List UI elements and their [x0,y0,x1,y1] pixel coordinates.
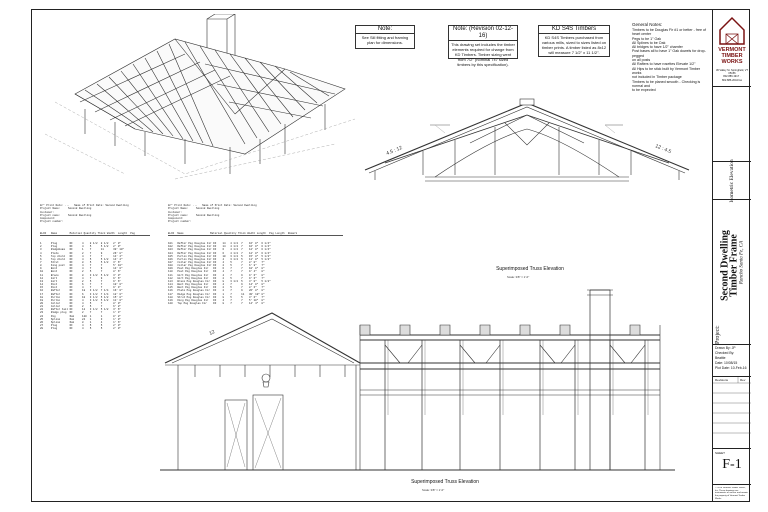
truss-elevation-caption: Superimposed Truss Elevation [496,266,564,272]
cut-list-table-left [40,198,150,334]
table-row: 12 Girt DF 4 7 9 9' 6" [40,276,121,280]
barn-logo-icon [713,12,751,52]
table-header: W/* Print Date: ... Name of Print Date: Second Dwelling Project Name: Second Dwelling Customer: Project name: Second Dwelling Component: Project number: [40,204,129,224]
lower-elevation-drawing [160,285,680,475]
drawn-by: Drawn By: JP [715,346,736,350]
lower-elevation-scale: Scale: 3/8" = 1'-0" [422,488,445,492]
table-row: 19 Purlin DF 4 3 1/2 5 1/2 11' 0" [40,298,123,302]
table-row: 107 Collar Peg Douglas Fir DF 4 5 7 8' 0" 7" [168,260,265,264]
table-row: 23 Ridge plug DF 2 7 7 1' 4" [40,311,121,315]
table-row: 27 Plug DF 4 5 5 2' 0" [40,324,121,328]
project-cell [713,200,751,345]
table-row: 116 Plate Peg Douglas Fir DF 2 7 9 26' 8" 8" [168,289,265,293]
table-row: 7 Strut DF 8 5 5 1/2 3' 6" [40,260,121,264]
table-body [40,242,150,330]
project-name-line2: Timber Frame [728,234,740,297]
table-row: 110 Post Peg Douglas Fir DF 4 7 7 9' 4" 8" [168,270,265,274]
revisions-header: Revisions [715,378,729,382]
table-row: 117 Ridge Peg Douglas Fir DF 1 7 11 30' 10" 8" [168,292,265,296]
general-note-line: All bridges to have 1/2" chamfer [632,45,683,50]
general-note-line: Pegs to be 1" Oak [632,36,662,41]
drawing-info-cell [713,345,751,377]
copyright-footer: © 2016 Vermont Timber Works, Inc. These drawings are instruments of service and remain the property of Vermont Timber Works. [715,487,748,500]
view-label-cell [713,159,751,203]
revisions-rev-col: Rev [740,378,746,382]
table-row: 15 Post DF 4 7 7 9' 4" [40,286,121,290]
table-row: 113 Brace Peg Douglas Fir DF 8 3 1/2 5 3' 0" 5 1/2" [168,279,271,283]
table-row: 22 Rafter tail DF 12 3 1/2 5 1/2 3' 6" [40,308,121,312]
view-label: Isometric Elevation [729,159,735,203]
table-row: 112 Girt Peg Douglas Fir DF 2 5 7 9' 6" 7" [168,276,265,280]
checked-by: Checked By: [715,351,735,355]
table-row: 20 Collar DF 4 5 7 8' 0" [40,302,121,305]
table-row: 103 Rafter Peg Douglas Fir DF 6 4 1/2 7 12' 0" 6 1/4" [168,248,271,252]
general-note-line: Timbers to be planed smooth - Checking is normal and [632,79,701,88]
table-row: 120 Top Peg Douglas Fir DF 8 7 7 14' 4" 8" [168,302,265,305]
plot-date: Plot Date: 10-Feb-16 [715,366,747,370]
project-prefix: Project: [715,325,721,344]
company-logo-cell [713,9,751,87]
table-row: 11 Brace DF 8 3 1/2 5 1/2 3' 0" [40,273,121,277]
table-row: 1 Plug DF 4 8 1/2 8 1/2 2' 0" [40,242,121,246]
table-row: 8 King post DF 4 7 7 5' 10" [40,264,123,268]
table-row: 10 Bent DF 2 5 7 8' 6" [40,270,121,274]
note-title: Note: [356,26,414,34]
note-box-2 [448,25,518,67]
table-row: 115 Bent Peg Douglas Fir DF 2 5 7 8' 6" 7" [168,286,265,290]
general-note-line: All Splines to be Oak [632,40,666,45]
sheet-number: F-1 [722,457,742,472]
table-header: W/* Print Date: ... Name of Print Date: Second Dwelling Project Name: Second Dwelling Customer: Project name: Second Dwelling Component: Project number: [168,204,257,224]
project-name-line1: Second Dwelling [719,230,731,301]
project-location: Rancho Santa Fe, CA [739,240,745,285]
general-notes [632,22,708,92]
pitch-label-left: 4.5 : 12 [385,145,404,157]
general-note-line: not included in Timber package [632,75,682,80]
table-row: 6 Top chord DF 4 5 5 1/2 14' 4" [40,257,123,261]
table-row: 21 Collar DF 2 5 7 6' 8" [40,305,121,309]
table-row: 105 Purlin Peg Douglas Fir DF 10 3 1/2 5 15' 8" 5 1/2" [168,254,271,258]
table-row: 26 Spline Oak 8 1 4 1' 6" [40,320,121,324]
revision-grid [713,377,751,449]
pitch-label-right: 12 : 4.5 [654,143,672,156]
table-row: 16 Rafter DF 18 3 1/2 7 1/4 16' 0" [40,289,123,293]
note-text: This drawing set includes the timber elements required for change from KD Timbers. Timber sizing went from 7/2" (nominal 7x7 sized timbers by this specification). [451,42,515,67]
company-address: 36 Valley St. Springfield, VT 05156 802.886.1917 · 802.886.2044 fax [715,69,749,82]
table-row: 102 Rafter Peg Douglas Fir DF 14 4 1/2 7 16' 0" 6 1/4" [168,245,271,249]
table-row: 13 Girt DF 2 5 7 9' 6" [40,279,121,283]
table-row: 114 Bent Peg Douglas Fir DF 4 7 9 14' 0" 8" [168,283,265,287]
general-note-line: Post bases all to have 1" Oak dowels for drop-pegged [632,49,706,58]
table-row: 9 Bent DF 4 7 9 14' 0" [40,267,123,271]
truss-elevation-drawing [355,85,695,190]
company-name-line1: VERMONT [718,47,746,53]
general-note-line: All Rafters to have rosettes Elevate 1/2" [632,62,696,67]
table-row: 3 Ridgebeam DF 1 7 11 30' 10" [40,248,125,252]
table-row: 14 Post DF 6 7 7 10' 0" [40,283,123,287]
table-row: 104 Rafter Peg Douglas Fir DF 6 4 1/2 7 12' 0" 6 1/4" [168,251,271,255]
general-note-line: on all posts [632,58,651,63]
general-note-line: All Hips to be stick built by Vermont Timber works [632,66,701,75]
general-notes-list [632,28,708,92]
table-row: 24 Peg Oak 120 1 1 0' 8" [40,314,121,318]
table-columns: ELID Name Material Quantity Thick Width Length Peg Length Remark [168,232,343,236]
pitch-label-lower: 12 [208,329,216,337]
table-row: 5 Top chord DF 4 7 7 14' 4" [40,254,123,258]
revisions-cell [713,377,751,449]
table-row: 17 Rafter DF 6 3 1/2 7 1/4 12' 0" [40,292,123,296]
isometric-roof-drawing [35,14,365,194]
sheet-label: SHEET [715,451,726,455]
company-name-line2: TIMBER [721,53,743,59]
truss-elevation-scale: Scale: 3/8" = 1'-0" [507,275,530,279]
drawing-date: Date: 10/08/15 [715,361,738,365]
table-row: 25 Spline Oak 24 1 3 1' 0" [40,317,121,321]
table-row: 108 Collar Peg Douglas Fir DF 2 5 7 6' 8" 7" [168,264,265,268]
table-columns: ELID Name Material Quantity Thick Width Length Peg [40,232,150,236]
table-row: 18 Purlin DF 10 3 1/2 5 1/2 15' 8" [40,295,123,299]
general-notes-title: General Notes: [632,22,663,27]
note-text: See Sill fitting and framing plan for dimensions. [361,35,409,45]
note-title: Note: (Revision 02-12-16) [449,26,517,41]
table-row: 118 Strut Peg Douglas Fir DF 8 5 5 3' 6" 7" [168,295,265,299]
note-title: KD S4S Timbers [539,26,609,34]
company-name-line3: WORKS [721,59,743,65]
table-row: 119 King Peg Douglas Fir DF 4 7 7 5' 10" 8" [168,298,265,302]
note-box-3 [538,25,610,57]
general-note-line: to be expected [632,88,656,93]
note-box-1 [355,25,415,49]
general-note-line: Timbers to be Douglas Fir #1 or better - free of heart center [632,28,706,37]
table-row: 101 Rafter Peg Douglas Fir DF 14 4 1/2 7 16' 0" 6 1/4" [168,242,271,246]
note-text: KD S4S Timbers purchased from various mills, sized to sizes listed on timber prints. A timber listed as 8x12 will measure 7 1/2" x 11 1/2". [541,35,607,55]
sheet-number-cell [713,449,751,485]
table-row: 106 Purlin Peg Douglas Fir DF 4 3 1/2 5 11' 0" 5 1/2" [168,257,271,261]
table-row: 111 Girt Peg Douglas Fir DF 4 7 9 9' 6" 8" [168,273,265,277]
table-row: 4 Plate DF 2 7 9 26' 8" [40,251,123,255]
table-row: 109 Post Peg Douglas Fir DF 6 7 7 10' 0" 8" [168,267,265,271]
title-block [712,9,750,502]
checked-by-value: Beattie [715,356,726,360]
lower-elevation-caption: Superimposed Truss Elevation [411,479,479,485]
table-row: 2 Plug DF 4 5 5 1/2 2' 0" [40,245,121,249]
table-row: 28 Plug DF 4 5 5 2' 0" [40,327,121,331]
